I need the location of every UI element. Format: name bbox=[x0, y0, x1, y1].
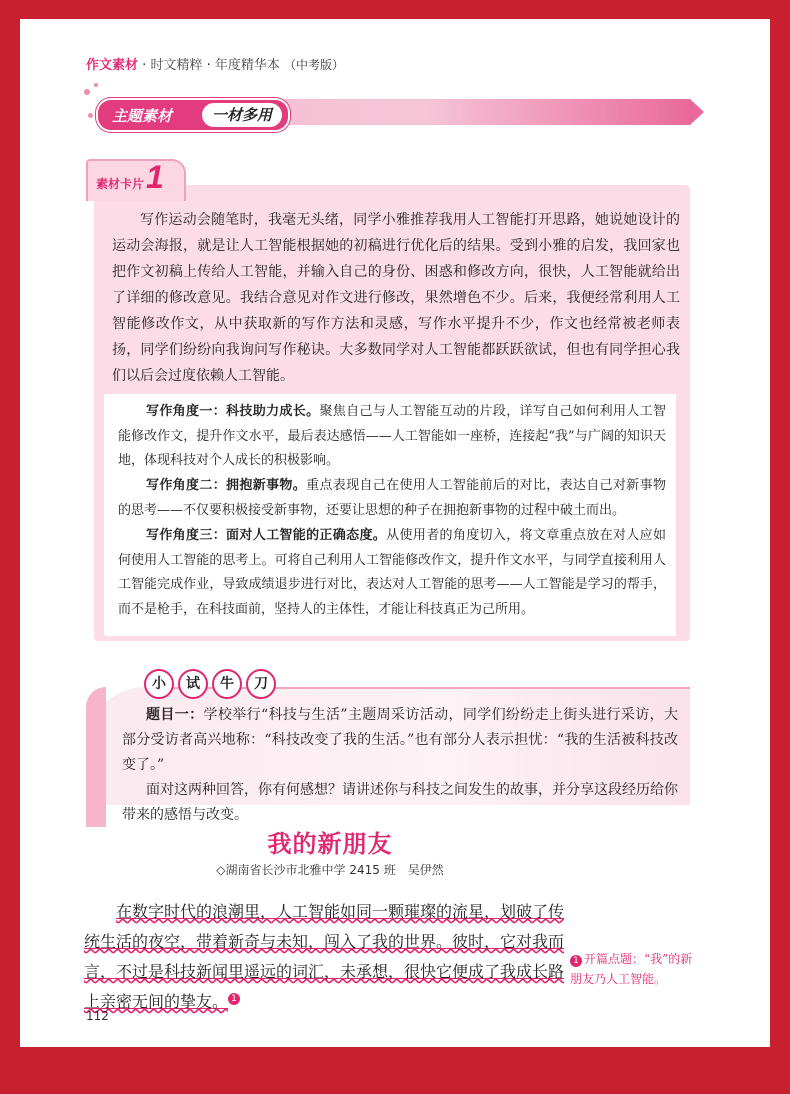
essay-paragraph bbox=[84, 897, 564, 1017]
angle-body: 聚焦自己与人工智能互动的片段，详写自己如何利用人工智能修改作文，提升作文水平，最后表达感悟——人工智能如一座桥，连接起“我”与广阔的知识天地，体现科技对个人成长的积极影响。 bbox=[118, 404, 666, 468]
essay-title: 我的新朋友 bbox=[267, 830, 393, 858]
series-name: 作文素材 bbox=[86, 58, 139, 73]
badge-char: 试 bbox=[178, 669, 208, 699]
separator-dot: · bbox=[142, 58, 147, 73]
angle-heading: 写作角度三：面对人工智能的正确态度。 bbox=[146, 528, 387, 543]
decor-dot-icon bbox=[94, 83, 98, 87]
question-text: 学校举行“科技与生活”主题周采访活动，同学们纷纷走上街头进行采访，大部分受访者高兴地称：“科技改变了我的生活。”也有部分人表示担忧：“我的生活被科技改变了。” bbox=[122, 707, 679, 773]
writing-angle bbox=[118, 524, 666, 622]
angle-body: 重点表现自己在使用人工智能前后的对比，表达自己对新事物的思考——不仅要积极接受新事物，还要让思想的种子在拥抱新事物的过程中破土而出。 bbox=[118, 478, 666, 518]
side-annotation bbox=[570, 949, 700, 989]
question-label: 题目一： bbox=[146, 707, 204, 723]
card-number: 1 bbox=[146, 159, 164, 195]
decor-dot-icon bbox=[84, 89, 90, 95]
material-card-tab bbox=[86, 159, 186, 201]
decor-dot-icon bbox=[88, 113, 93, 118]
essay-text: 在数字时代的浪潮里，人工智能如同一颗璀璨的流星，划破了传统生活的夜空，带着新奇与未知，闯入了我的世界。彼时，它对我而言，不过是科技新闻里遥远的词汇，未承想，很快它便成了我成长路上亲密无间的挚友。 bbox=[84, 902, 565, 1011]
annotation-marker-icon: 1 bbox=[570, 955, 582, 967]
annotation-text: 开篇点题：“我”的新朋友乃人工智能。 bbox=[570, 952, 693, 986]
card-label: 素材卡片 bbox=[96, 177, 145, 191]
book-name: 时文精粹 bbox=[150, 58, 203, 73]
section-banner bbox=[96, 98, 290, 132]
page-number: 112 bbox=[86, 1009, 109, 1023]
separator-dot: · bbox=[206, 58, 211, 73]
section-topic-label: 一材多用 bbox=[202, 103, 282, 127]
badge-char: 牛 bbox=[212, 669, 242, 699]
badge-char: 小 bbox=[144, 669, 174, 699]
essay-byline: ◇湖南省长沙市北雅中学 2415 班 吴伊然 bbox=[216, 863, 444, 877]
practice-edge-decor bbox=[86, 687, 106, 827]
book-page bbox=[20, 19, 770, 1047]
angle-heading: 写作角度二：拥抱新事物。 bbox=[146, 478, 307, 493]
writing-angle bbox=[118, 474, 666, 523]
annotation-marker-icon: 1 bbox=[228, 993, 240, 1005]
section-theme-label: 主题素材 bbox=[112, 107, 173, 125]
practice-question bbox=[122, 703, 678, 828]
angle-heading: 写作角度一：科技助力成长。 bbox=[146, 404, 320, 419]
writing-angles-box bbox=[104, 394, 676, 636]
book-subtitle: 年度精华本 bbox=[214, 58, 280, 73]
angle-body: 从使用者的角度切入，将文章重点放在对人应如何使用人工智能的思考上。可将自己利用人工智能修改作文，提升作文水平，与同学直接利用人工智能完成作业，导致成绩退步进行对比，表达对人工智能的思考——人工智能是学习的帮手，而不是枪手，在科技面前，坚持人的主体性，才能让科技真正为己所用。 bbox=[118, 528, 666, 617]
material-paragraph: 写作运动会随笔时，我毫无头绪，同学小雅推荐我用人工智能打开思路，她说她设计的运动会海报，就是让人工智能根据她的初稿进行优化后的结果。受到小雅的启发，我回家也把作文初稿上传给人工智能，并输入自己的身份、困惑和修改方向，很快，人工智能就给出了详细的修改意见。我结合意见对作文进行修改，果然增色不少。后来，我便经常利用人工智能修改作文，从中获取新的写作方法和灵感，写作水平提升不少，作文也经常被老师表扬，同学们纷纷向我询问写作秘诀。大多数同学对人工智能都跃跃欲试，但也有同学担心我们以后会过度依赖人工智能。 bbox=[112, 212, 680, 384]
badge-char: 刀 bbox=[246, 669, 276, 699]
edition-label: （中考版） bbox=[284, 58, 345, 72]
question-prompt: 面对这两种回答，你有何感想？请讲述你与科技之间发生的故事，并分享这段经历给你带来的感悟与改变。 bbox=[122, 782, 678, 823]
running-head bbox=[86, 54, 344, 73]
practice-badge bbox=[144, 669, 276, 699]
writing-angle bbox=[118, 400, 666, 474]
